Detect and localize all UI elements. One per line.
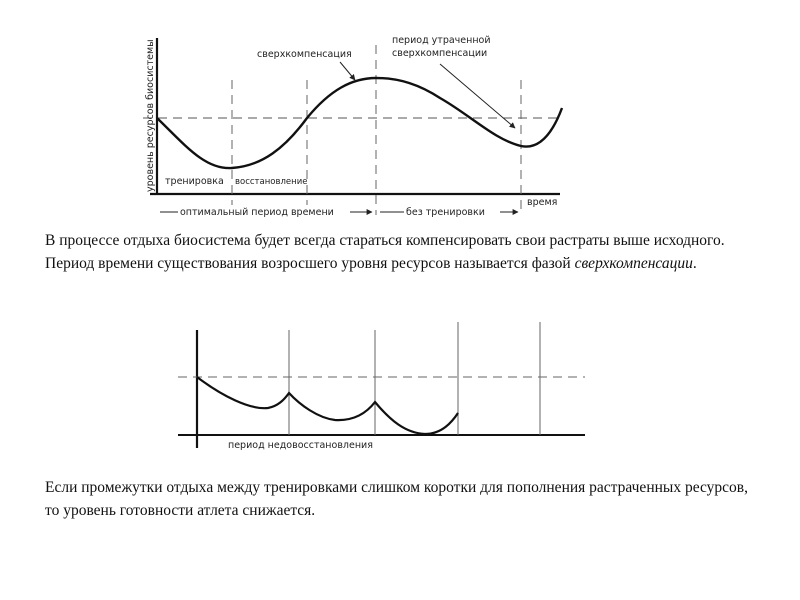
x-axis-label: время bbox=[527, 197, 558, 208]
paragraph-1-emphasis: сверхкомпенсации bbox=[574, 255, 693, 272]
y-axis-label: уровень ресурсов биосистемы bbox=[145, 39, 156, 192]
paragraph-1-text: В процессе отдыха биосистема будет всегда стараться компенсировать свои растраты выше исходного. Период времени существования возросшего уровня ресурсов называется фазой bbox=[45, 232, 725, 272]
period-under-recovery-label: период недовосстановления bbox=[228, 440, 373, 451]
supercomp-label: сверхкомпенсация bbox=[257, 49, 352, 60]
paragraph-2-text: Если промежутки отдыха между тренировками слишком коротки для пополнения растраченных ресурсов, то уровень готовности атлета снижается. bbox=[45, 479, 748, 519]
lost-supercomp-label-line2: сверхкомпенсации bbox=[392, 48, 488, 59]
recovery-label: восстановление bbox=[235, 177, 308, 187]
period-no-training-label: без тренировки bbox=[406, 207, 485, 218]
under-recovery-curve bbox=[197, 377, 458, 434]
paragraph-under-recovery bbox=[45, 476, 765, 522]
lost-supercomp-label-line1: период утраченной bbox=[392, 35, 491, 46]
period-optimal-label: оптимальный период времени bbox=[180, 207, 334, 218]
paragraph-1-end: . bbox=[692, 255, 697, 272]
training-label: тренировка bbox=[165, 176, 224, 187]
